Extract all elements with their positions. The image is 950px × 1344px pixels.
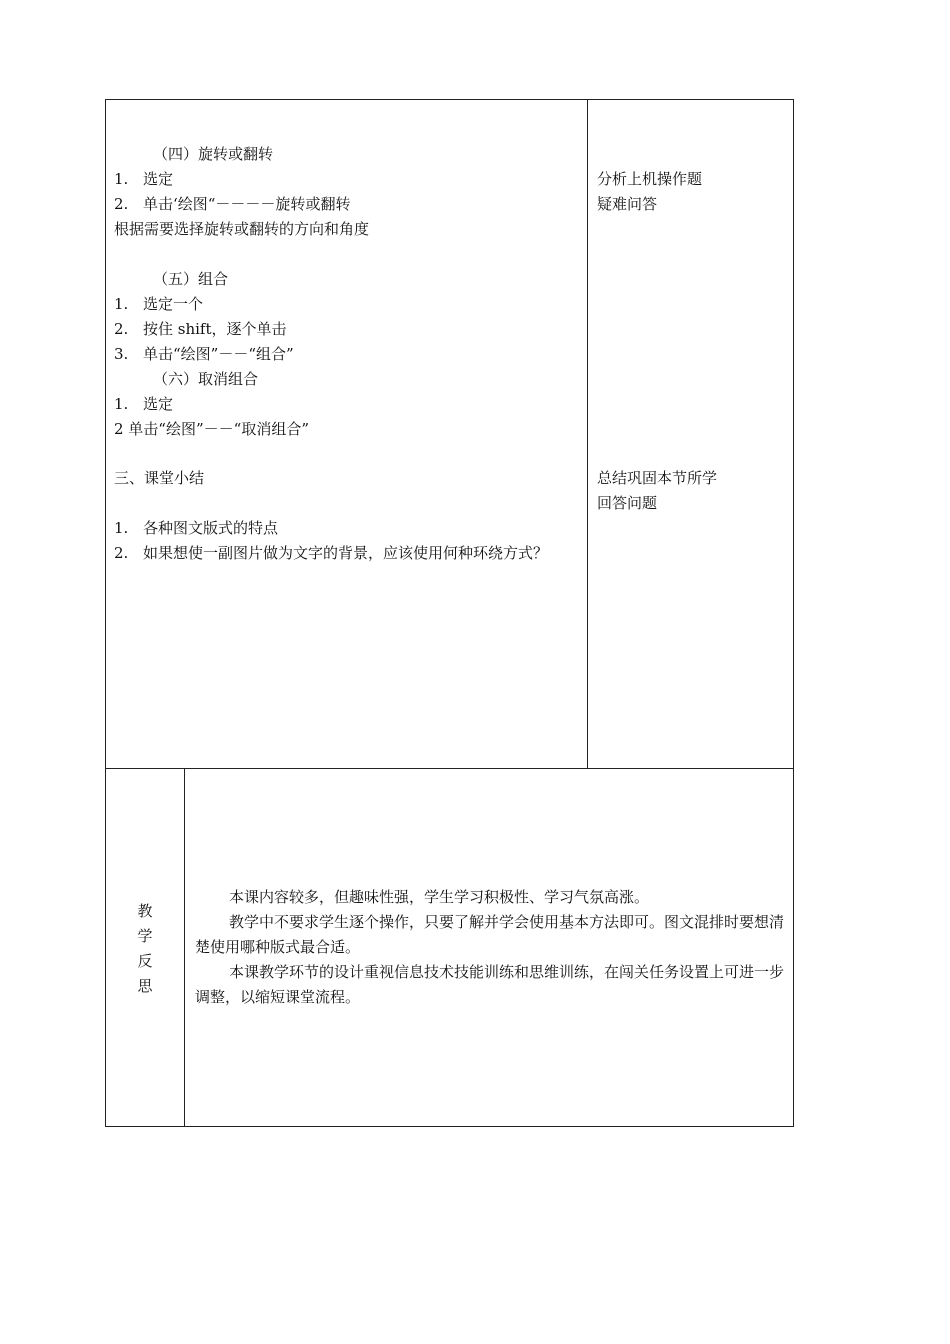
section-4-title: （四）旋转或翻转 [153, 145, 274, 163]
list-item: 选定 [143, 395, 174, 413]
list-number: 1. [114, 170, 129, 188]
column-divider-upper [587, 99, 588, 768]
section-6-step-2: 2 单击“绘图”－－“取消组合” [114, 420, 309, 438]
list-item: 选定 [143, 170, 174, 188]
list-number: 3. [114, 345, 129, 363]
list-number: 2. [114, 195, 129, 213]
list-item: 单击‘绘图“－－－－旋转或翻转 [143, 195, 351, 213]
list-number: 1. [114, 395, 129, 413]
reflection-label [106, 899, 184, 999]
reflection-paragraph: 教学中不要求学生逐个操作，只要了解并学会使用基本方法即可。图文混排时要想清楚使用哪种版式最合适。 [195, 913, 785, 956]
section-4-note: 根据需要选择旋转或翻转的方向和角度 [114, 220, 370, 238]
list-item: 各种图文版式的特点 [143, 519, 279, 537]
list-number: 1. [114, 519, 129, 537]
list-item: 如果想使一副图片做为文字的背景，应该使用何种环绕方式？ [143, 544, 549, 562]
list-item: 单击“绘图”－－“组合” [143, 345, 294, 363]
list-number: 1. [114, 295, 129, 313]
label-char: 教 [137, 902, 153, 920]
list-number: 2. [114, 320, 129, 338]
label-char: 思 [137, 977, 153, 995]
section-6-title: （六）取消组合 [153, 370, 259, 388]
row-divider [105, 768, 794, 769]
reflection-paragraph: 本课教学环节的设计重视信息技术技能训练和思维训练，在闯关任务设置上可进一步调整，以缩短课堂流程。 [195, 963, 785, 1006]
activity-text: 回答问题 [597, 494, 658, 512]
list-item: 按住 shift，逐个单击 [143, 320, 287, 338]
activity-text: 分析上机操作题 [597, 170, 703, 188]
list-number: 2. [114, 544, 129, 562]
label-char: 反 [137, 952, 153, 970]
activity-text: 疑难问答 [597, 195, 658, 213]
reflection-paragraph: 本课内容较多，但趣味性强，学生学习积极性、学习气氛高涨。 [229, 888, 650, 906]
summary-title: 三、课堂小结 [114, 469, 205, 487]
column-divider-lower [184, 768, 185, 1127]
section-5-title: （五）组合 [153, 270, 229, 288]
label-char: 学 [137, 927, 153, 945]
activity-text: 总结巩固本节所学 [597, 469, 718, 487]
list-item: 选定一个 [143, 295, 204, 313]
